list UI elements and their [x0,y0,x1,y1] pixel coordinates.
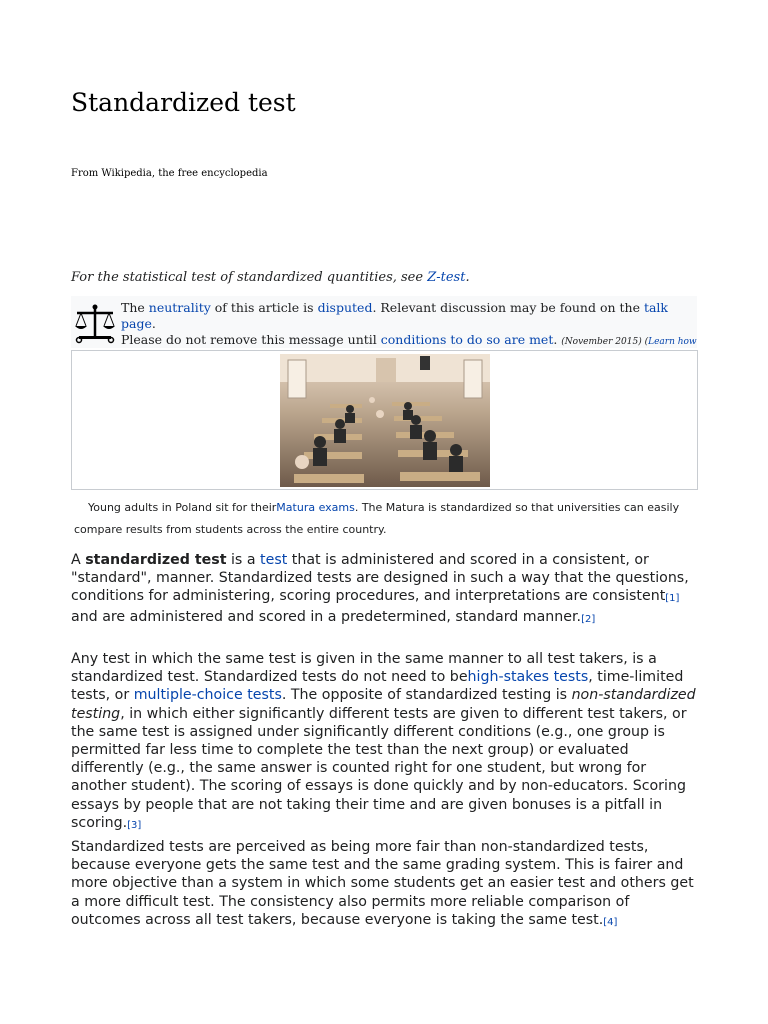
caption-post: . The Matura is standardized so that universities can easily [354,501,680,514]
notice-t4: . [151,316,156,331]
disputed-link[interactable]: disputed [317,300,373,315]
high-stakes-link[interactable]: high-stakes tests [467,669,589,686]
scales-icon [73,302,117,344]
figure-caption [74,497,704,541]
conditions-link[interactable]: conditions to do so are met [380,332,554,347]
notice-t3: . Relevant discussion may be found on the [372,300,644,315]
neutrality-link[interactable]: neutrality [148,300,211,315]
p1-b: is a [226,552,261,568]
paragraph-3 [71,838,701,931]
notice-t6: . [553,332,562,347]
ref-1-link[interactable]: [1] [665,593,680,605]
learn-how-link[interactable]: Learn how [648,337,697,347]
p2-a: Any test in which the same test is given in the same manner to all test takers, is a standardized test. Standardized tests do not need to be [71,651,657,686]
ref-2-link[interactable]: [2] [581,613,596,625]
term-bold: standardized test [85,552,227,568]
exam-figure [71,350,698,490]
paragraph-1 [71,551,701,628]
hatnote [71,270,711,285]
hatnote-end: . [465,270,470,285]
exam-hall-photo[interactable] [280,354,490,487]
notice-t5: Please do not remove this message until [121,332,381,347]
site-tagline: From Wikipedia, the free encyclopedia [71,168,268,179]
ref-3-link[interactable]: [3] [127,819,142,831]
talk-page-link[interactable]: talk page [121,300,669,331]
paragraph-2 [71,650,701,834]
p3-a: Standardized tests are perceived as being more fair than non-standardized tests, because everyone gets the same test and the same grading system. This is fairer and more objective than a system in which some students get an easier test and others get a more difficult test. The consistency also permits more reliable comparison of outcomes across all test takers, because everyone is taking the same test. [71,839,694,928]
term-italic: non-standardized testing [71,687,696,722]
p2-b: , time-limited tests, or [71,669,684,704]
p2-d: , in which either significantly different tests are given to different test takers, or the same test is assigned under significantly different conditions (e.g., one group is permitted far less time to complete the test than the next group) or evaluated differently (e.g., the same answer is counted right for one student, but wrong for another student). The scoring of essays is done quickly and by non-educators. Scoring essays by people that are not taking their time and are given bonuses is a pitfall in scoring. [71,705,687,831]
p1-d: and are administered and scored in a predetermined, standard manner. [71,608,582,625]
caption-pre: Young adults in Poland sit for their [88,501,277,514]
ref-4-link[interactable]: [4] [603,916,618,928]
notice-t1: The [121,300,149,315]
test-link[interactable]: test [260,552,288,568]
caption-line-1 [74,497,704,519]
z-test-link[interactable]: Z-test [427,270,466,285]
hatnote-text: For the statistical test of standardized quantities, see [71,270,428,285]
page-title: Standardized test [71,88,296,117]
notice-t2: of this article is [210,300,318,315]
matura-link[interactable]: Matura exams [276,501,355,514]
notice-learn-open: ( [641,337,649,347]
neutrality-notice [71,296,697,348]
caption-line-2: compare results from students across the entire country. [74,523,387,536]
p2-c: . The opposite of standardized testing is [281,687,572,704]
multiple-choice-link[interactable]: multiple-choice tests [133,687,282,704]
notice-date: (November 2015) [561,337,642,347]
p1-c: that is administered and scored in a consistent, or "standard", manner. Standardized tests are designed in such a way that the questions, conditions for administering, scoring procedures, and interpretations are consistent [71,552,689,605]
p1-a: A [71,552,86,568]
